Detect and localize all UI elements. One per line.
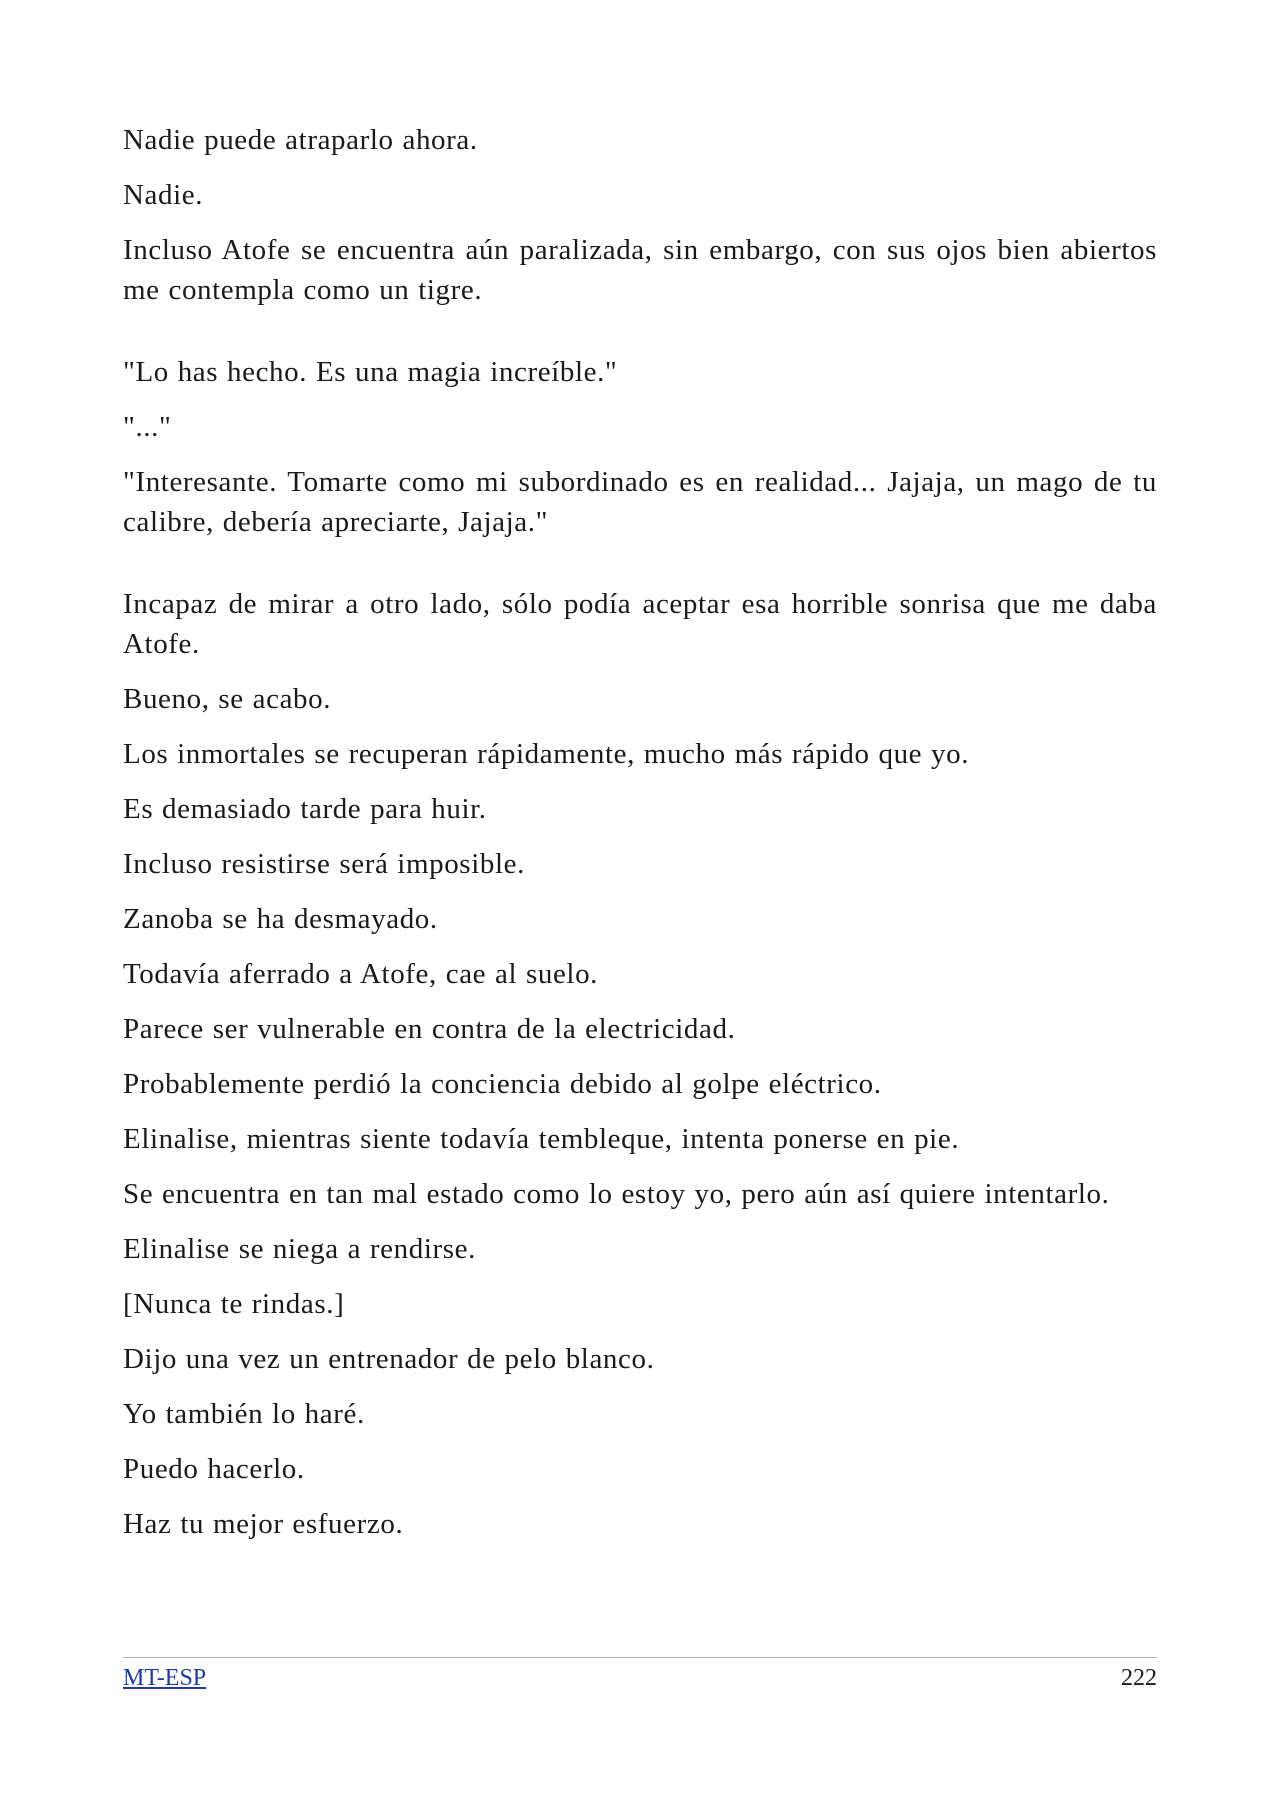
dialogue-line: "Lo has hecho. Es una magia increíble." <box>123 356 618 388</box>
dialogue-line: "Interesante. Tomarte como mi subordinado es en realidad... Jajaja, un mago de tu calibre, debería apreciarte, Jajaja." <box>123 466 1157 538</box>
paragraph: [Nunca te rindas.] <box>123 1288 345 1320</box>
paragraph: Es demasiado tarde para huir. <box>123 793 487 825</box>
paragraph: Puedo hacerlo. <box>123 1453 305 1485</box>
paragraph: Zanoba se ha desmayado. <box>123 903 438 935</box>
footer-link[interactable]: MT-ESP <box>123 1665 207 1691</box>
page-number: 222 <box>1121 1665 1157 1691</box>
page-footer <box>123 1657 1157 1694</box>
paragraph: Elinalise se niega a rendirse. <box>123 1233 476 1265</box>
document-body <box>123 120 1157 1559</box>
paragraph: Bueno, se acabo. <box>123 683 332 715</box>
paragraph: Los inmortales se recuperan rápidamente, mucho más rápido que yo. <box>123 738 970 770</box>
paragraph: Incluso resistirse será imposible. <box>123 848 525 880</box>
paragraph: Probablemente perdió la conciencia debido al golpe eléctrico. <box>123 1068 882 1100</box>
paragraph: Elinalise, mientras siente todavía tembleque, intenta ponerse en pie. <box>123 1123 960 1155</box>
paragraph: Se encuentra en tan mal estado como lo estoy yo, pero aún así quiere intentarlo. <box>123 1178 1110 1210</box>
paragraph: Incapaz de mirar a otro lado, sólo podía aceptar esa horrible sonrisa que me daba Atofe. <box>123 588 1157 660</box>
dialogue-line: "..." <box>123 411 172 443</box>
paragraph: Dijo una vez un entrenador de pelo blanco. <box>123 1343 655 1375</box>
paragraph: Todavía aferrado a Atofe, cae al suelo. <box>123 958 599 990</box>
paragraph: Nadie. <box>123 179 204 211</box>
paragraph: Haz tu mejor esfuerzo. <box>123 1508 404 1540</box>
paragraph: Yo también lo haré. <box>123 1398 365 1430</box>
paragraph: Nadie puede atraparlo ahora. <box>123 124 478 156</box>
paragraph: Incluso Atofe se encuentra aún paralizada, sin embargo, con sus ojos bien abiertos me contempla como un tigre. <box>123 234 1157 306</box>
paragraph: Parece ser vulnerable en contra de la electricidad. <box>123 1013 736 1045</box>
